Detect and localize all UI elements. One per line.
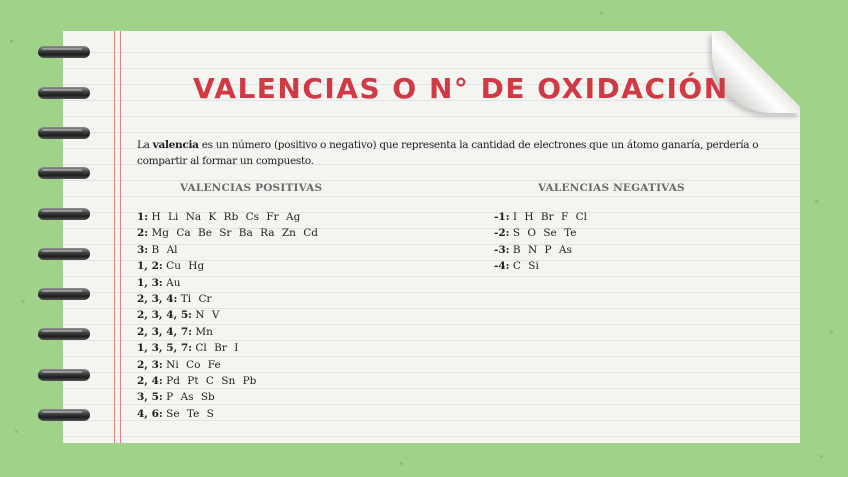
- background-speck: [600, 12, 603, 15]
- spiral-ring: [38, 409, 90, 421]
- element-list: S O Se Te: [512, 227, 577, 240]
- page-title: VALENCIAS O N° DE OXIDACIÓN: [193, 72, 729, 105]
- valence-row: [137, 291, 318, 307]
- spiral-ring: [38, 167, 90, 179]
- valence-row: [137, 324, 318, 340]
- positive-heading: VALENCIAS POSITIVAS: [180, 182, 323, 194]
- valence-row: [137, 307, 318, 323]
- valence-row: [494, 258, 587, 274]
- valence-row: [137, 225, 318, 241]
- valence-value: 3:: [137, 243, 149, 256]
- valence-value: 4, 6:: [137, 407, 163, 420]
- valence-value: 2, 3, 4:: [137, 292, 178, 305]
- background-speck: [10, 40, 13, 43]
- element-list: Cl Br I: [195, 342, 239, 355]
- valence-row: [137, 373, 318, 389]
- spiral-ring: [38, 87, 90, 99]
- background-speck: [820, 455, 823, 458]
- spiral-ring: [38, 328, 90, 340]
- negative-heading: VALENCIAS NEGATIVAS: [538, 182, 685, 194]
- valence-value: -1:: [494, 211, 510, 223]
- background-speck: [815, 200, 818, 203]
- element-list: B N P As: [512, 243, 572, 256]
- valence-row: [494, 242, 587, 258]
- valence-row: [137, 275, 318, 291]
- background-speck: [830, 330, 833, 333]
- valence-value: 2:: [137, 227, 149, 240]
- valence-value: -2:: [494, 227, 510, 240]
- element-list: Ni Co Fe: [166, 358, 221, 371]
- valence-value: -4:: [494, 260, 510, 273]
- element-list: C Si: [512, 260, 539, 273]
- element-list: Cu Hg: [166, 260, 205, 273]
- negative-valence-list: [494, 209, 587, 275]
- element-list: N V: [195, 309, 220, 322]
- valence-value: 2, 3, 4, 5:: [137, 309, 193, 322]
- valence-value: 1, 3:: [137, 276, 163, 289]
- positive-valence-list: [137, 209, 318, 422]
- valence-value: 3, 5:: [137, 391, 163, 404]
- background-speck: [15, 430, 18, 433]
- spiral-ring: [38, 369, 90, 381]
- valence-row: [494, 209, 587, 225]
- spiral-ring: [38, 248, 90, 260]
- element-list: Mg Ca Be Sr Ba Ra Zn Cd: [151, 227, 318, 240]
- valence-value: 1, 2:: [137, 260, 163, 273]
- valence-row: [137, 340, 318, 356]
- spiral-ring: [38, 208, 90, 220]
- element-list: I H Br F Cl: [512, 211, 587, 223]
- intro-keyword: valencia: [152, 139, 199, 151]
- intro-prefix: La: [137, 139, 153, 151]
- valence-value: 1:: [137, 211, 149, 223]
- intro-paragraph: [137, 137, 762, 169]
- valence-row: [137, 242, 318, 258]
- element-list: P As Sb: [166, 391, 215, 404]
- margin-line: [120, 31, 121, 443]
- element-list: B Al: [151, 243, 178, 256]
- spiral-ring: [38, 288, 90, 300]
- element-list: Au: [166, 276, 181, 289]
- valence-value: 2, 3, 4, 7:: [137, 325, 193, 338]
- valence-value: 2, 4:: [137, 374, 163, 387]
- element-list: Pd Pt C Sn Pb: [166, 374, 257, 387]
- background-speck: [400, 462, 403, 465]
- margin-line: [114, 31, 115, 443]
- intro-text: es un número (positivo o negativo) que representa la cantidad de electrones que un átomo ganaría, perdería o compartir al formar un compuesto.: [137, 139, 759, 167]
- valence-value: -3:: [494, 243, 510, 256]
- valence-row: [137, 258, 318, 274]
- element-list: Mn: [195, 325, 213, 338]
- spiral-ring: [38, 46, 90, 58]
- valence-row: [137, 209, 318, 225]
- element-list: H Li Na K Rb Cs Fr Ag: [151, 211, 301, 223]
- valence-row: [137, 357, 318, 373]
- valence-row: [137, 389, 318, 405]
- valence-value: 2, 3:: [137, 358, 163, 371]
- valence-value: 1, 3, 5, 7:: [137, 342, 193, 355]
- valence-row: [494, 225, 587, 241]
- background-speck: [22, 300, 25, 303]
- element-list: Se Te S: [166, 407, 214, 420]
- element-list: Ti Cr: [180, 292, 212, 305]
- valence-row: [137, 406, 318, 422]
- spiral-ring: [38, 127, 90, 139]
